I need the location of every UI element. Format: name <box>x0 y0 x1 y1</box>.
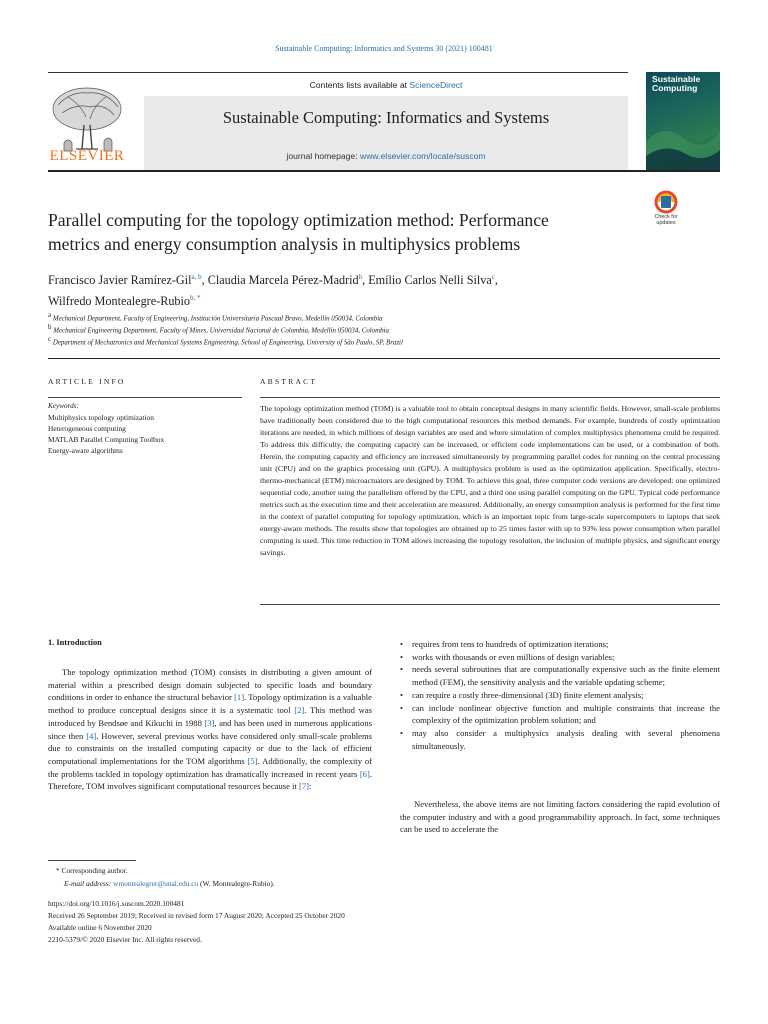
requirements-list <box>400 638 720 752</box>
list-item: • may also consider a multiphysics analysis dealing with several phenomena simultaneously. <box>400 727 720 752</box>
affiliation-mark: b <box>48 323 52 331</box>
intro-paragraph <box>48 666 372 793</box>
author-name: Francisco Javier Ramírez-Gil <box>48 273 192 288</box>
citation-link[interactable]: [5] <box>247 755 258 766</box>
citation-link[interactable]: [7] <box>298 781 310 792</box>
header-top-rule <box>48 72 628 73</box>
author-affiliation-mark[interactable]: b, * <box>190 294 201 303</box>
list-item: • can include nonlinear objective function and multiple constraints that increase the complexity of the optimization problem solution; and <box>400 702 720 727</box>
section-heading-introduction: 1. Introduction <box>48 638 102 647</box>
affiliation-a <box>48 311 708 322</box>
keyword-item: Multiphysics topology optimization <box>48 413 154 422</box>
available-online: Available online 6 November 2020 <box>48 923 152 932</box>
author-list <box>48 268 688 310</box>
citation-link[interactable]: [4] <box>86 730 97 741</box>
author-2[interactable] <box>208 273 362 287</box>
affiliation-mark: c <box>48 335 52 343</box>
cover-title-line1: Sustainable <box>652 74 701 84</box>
check-updates-line2: updates <box>656 220 676 226</box>
cover-art <box>646 112 720 170</box>
abstract-top-rule <box>260 397 720 398</box>
affiliation-text: Mechanical Department, Faculty of Engineering, Institución Universitaria Pascual Bravo, Medellín 050034, Colombia <box>52 315 383 323</box>
homepage-link[interactable]: www.elsevier.com/locate/suscom <box>359 151 486 161</box>
paper-title-line2: metrics and energy consumption analysis in multiphysics problems <box>48 234 521 254</box>
journal-title: Sustainable Computing: Informatics and Systems <box>222 108 550 127</box>
cover-title-line2: Computing <box>652 83 698 93</box>
right-column-paragraph: Nevertheless, the above items are not limiting factors considering the rapid evolution of the computer industry and with a good programmability approach. In fact, some techniques can be used to accelerate the <box>400 799 720 835</box>
author-separator: , <box>494 273 498 288</box>
footnote-rule <box>48 860 136 861</box>
abstract-bottom-rule <box>260 604 720 605</box>
author-4[interactable] <box>48 294 201 308</box>
email-label: E-mail address: <box>64 879 113 888</box>
affiliation-b <box>48 323 708 334</box>
citation-link[interactable]: [6] <box>359 768 370 779</box>
abstract-text: The topology optimization method (TOM) is a valuable tool to obtain conceptual designs in many scientific fields. However, small-scale problems have traditionally been considered due to the high computational resources this method demands. For example, hundreds of costly optimization iterations are needed, in which millions of design variables are used and where simulation of complex multiphysics phenomena could be required. To address this difficulty, the computing capacity can be increased, or efficient code implementations can be used, or a combination of both. Herein, the computing capacity and efficiency are increased simultaneously by programming parallel codes for running on the central processing unit (CPU) and on the graphics processing unit (GPU). A multiphysics problem is used as the optimization application. Specifically, electro-thermo-mechanical (ETM) microactuators are designed by TOM. To achieve this goal, three computer code versions are developed: one optimized sequential code, another using the parallelism offered by the CPU, and a third one using parallel computing on the GPU. Typical code performance metrics such as the execution time and their acceleration are measured. Additionally, an energy consumption analysis is performed for the first time in the context of parallel computing for topology optimization, which is an important topic from large-scale supercomputers to laptops that seek energy-aware methods. The results show that topologies are obtained up to 25 times faster with up to 93% less power consumption when parallel computing is used. This time reduction in TOM allows increasing the topology resolution, the inclusion of multiple physics, and significant energy savings. <box>260 404 720 557</box>
author-affiliation-mark[interactable]: c <box>491 273 495 281</box>
header-bottom-rule <box>48 170 720 172</box>
journal-cover-thumbnail[interactable] <box>646 72 720 170</box>
corresponding-author-note: * Corresponding author. <box>56 866 128 875</box>
paper-title-line1: Parallel computing for the topology optimization method: Performance <box>48 210 549 230</box>
intro-text-segment: . However, several previous works have considered only small-scale problems due to constraints on the installed computing capacity or due to the lack of efficient computational implementations for the TOM algorithms <box>48 730 372 766</box>
author-name: Emílio Carlos Nelli Silva <box>368 273 492 288</box>
contents-prefix: Contents lists available at <box>309 80 410 90</box>
affiliation-mark: a <box>48 311 52 319</box>
keywords-label: Keywords: <box>48 402 79 410</box>
intro-text-segment: . Therefore, TOM involves significant computational resources because it <box>48 768 372 792</box>
keyword-item: Heterogeneous computing <box>48 424 126 433</box>
email-footnote <box>64 879 275 888</box>
homepage-prefix: journal homepage: <box>286 151 360 161</box>
author-affiliation-mark[interactable]: b <box>358 273 363 281</box>
check-for-updates-label[interactable] <box>646 214 686 226</box>
journal-citation-link[interactable]: Sustainable Computing: Informatics and Systems 30 (2021) 100481 <box>275 44 493 53</box>
elsevier-wordmark: ELSEVIER <box>49 148 125 164</box>
email-link[interactable]: wmontealegrer@unal.edu.co <box>113 879 199 888</box>
intro-text-segment: The topology optimization method (TOM) consists in distributing a given amount of material within a prescribed design domain subjected to specific loads and boundary conditions in order to enhance the structural behavior <box>48 667 372 703</box>
keyword-item: MATLAB Parallel Computing Toolbox <box>48 435 165 444</box>
intro-text-segment: , and has been used in numerous applications since then <box>48 717 372 741</box>
affiliation-rule <box>48 358 720 359</box>
author-name: Wilfredo Montealegre-Rubio <box>48 294 190 309</box>
author-separator: , <box>362 273 369 288</box>
list-item: • works with thousands or even millions of design variables; <box>400 651 720 664</box>
affiliation-text: Mechanical Engineering Department, Faculty of Mines, Universidad Nacional de Colombia, Medellín 050034, Colombia <box>53 327 389 335</box>
list-item: • can require a costly three-dimensional (3D) finite element analysis; <box>400 689 720 702</box>
citation-link[interactable]: [3] <box>204 717 215 728</box>
author-affiliation-mark[interactable]: a, b <box>191 273 202 281</box>
intro-text-segment: : <box>309 781 312 792</box>
citation-link[interactable]: [1] <box>234 692 245 703</box>
email-suffix: (W. Montealegre-Rubio). <box>198 879 275 888</box>
abstract-heading: ABSTRACT <box>260 377 318 386</box>
article-info-heading: ARTICLE INFO <box>48 377 126 386</box>
copyright-line: 2210-5379/© 2020 Elsevier Inc. All rights reserved. <box>48 935 202 944</box>
affiliation-text: Department of Mechatronics and Mechanical Systems Engineering, School of Engineering, University of São Paulo, SP, Brazil <box>52 339 403 347</box>
list-item: • requires from tens to hundreds of optimization iterations; <box>400 638 720 651</box>
doi-link[interactable]: https://doi.org/10.1016/j.suscom.2020.100481 <box>48 899 185 908</box>
cover-title <box>652 75 716 93</box>
paper-title <box>48 208 638 256</box>
citation-link[interactable]: [2] <box>294 705 305 716</box>
check-updates-line1: Check for <box>654 214 678 220</box>
intro-text-segment: . Additionally, the complexity of the problems tackled in topology optimization has dramatically increased in recent years <box>48 755 372 779</box>
author-3[interactable] <box>368 273 495 287</box>
author-name: Claudia Marcela Pérez-Madrid <box>207 273 359 288</box>
author-1[interactable] <box>48 273 202 287</box>
keyword-item: Energy-aware algorithms <box>48 446 123 455</box>
contents-line <box>144 80 628 90</box>
intro-text-segment: . This method was introduced by Bendsøe and Kikuchi in 1988 <box>48 705 373 728</box>
author-separator: , <box>201 273 208 288</box>
sciencedirect-link[interactable]: ScienceDirect <box>409 80 463 90</box>
list-item: • needs several subroutines that are computationally expensive such as the finite element method (FEM), the sensitivity analysis and the variable updating scheme; <box>400 663 720 688</box>
article-info-rule <box>48 397 242 398</box>
affiliation-c <box>48 335 708 346</box>
intro-text-segment: . Topology optimization is a valuable method to produce conceptual designs since it is a systematic tool <box>48 692 372 716</box>
journal-homepage <box>144 151 628 161</box>
received-dates: Received 26 September 2019; Received in revised form 17 August 2020; Accepted 25 October 2020 <box>48 911 345 920</box>
